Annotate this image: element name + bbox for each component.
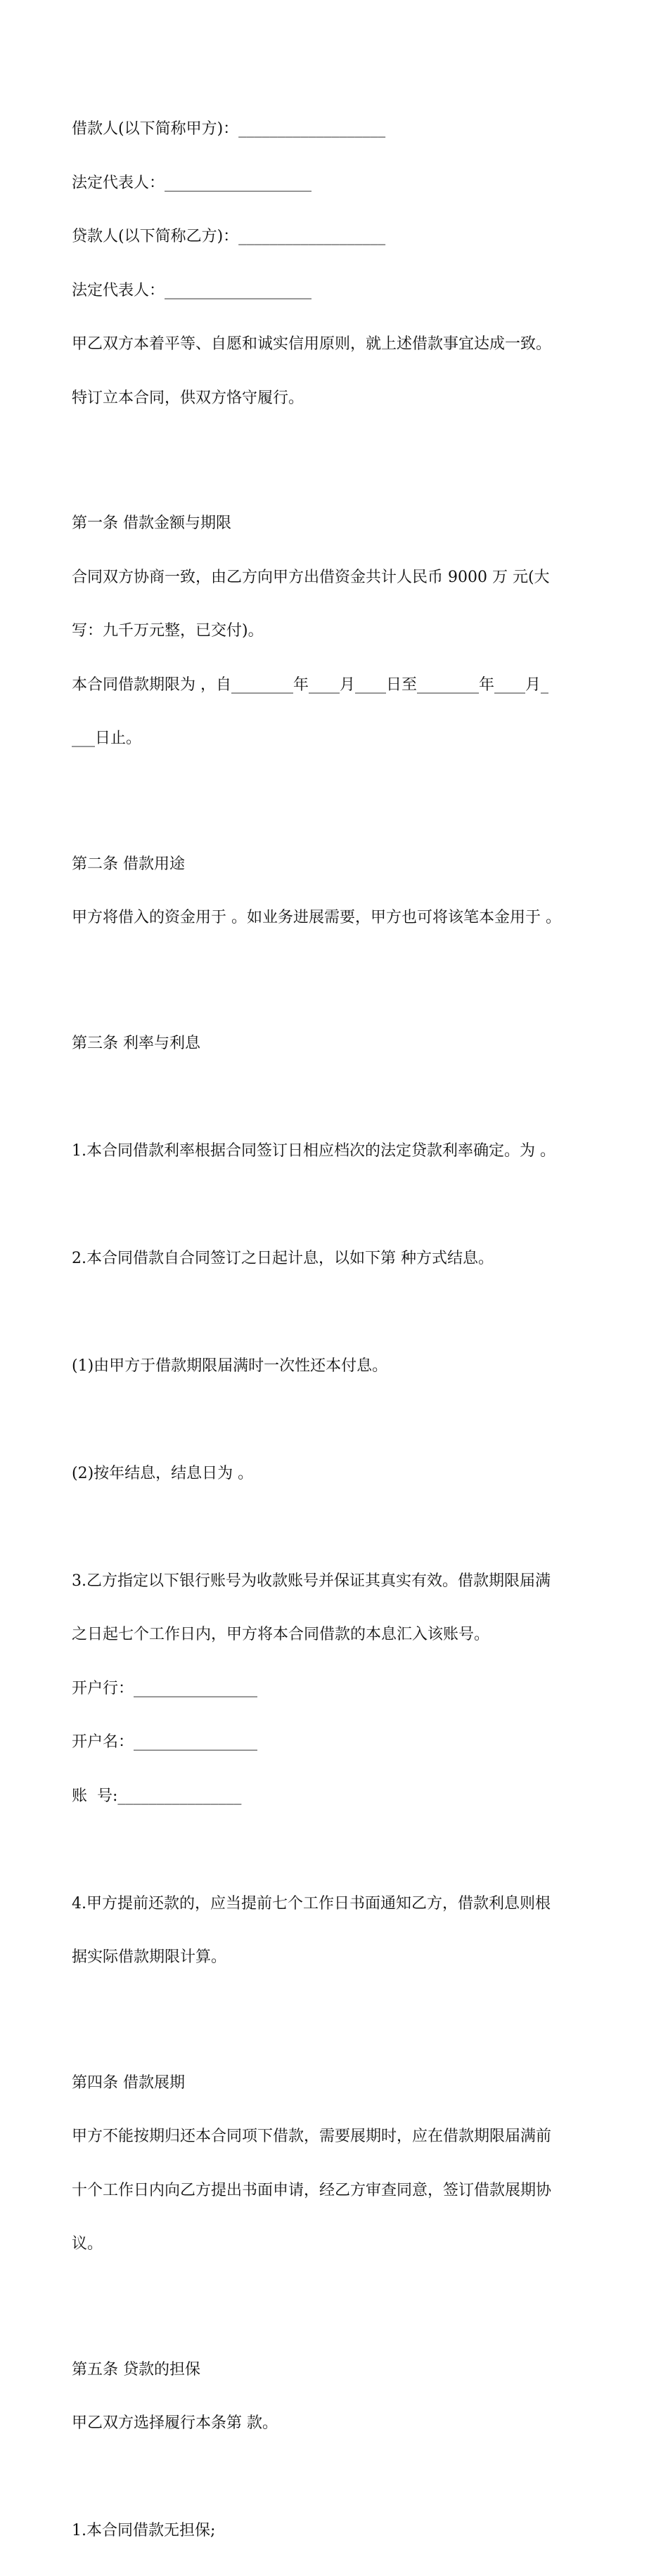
borrower-rep-line: 法定代表人：___________________ (72, 174, 312, 192)
article5-title: 第五条 贷款的担保 (72, 2360, 200, 2378)
article4-title: 第四条 借款展期 (72, 2073, 185, 2092)
article5-line-1: 甲乙双方选择履行本条第 款。 (72, 2414, 278, 2432)
article3-item-3-line-2: 之日起七个工作日内，甲方将本合同借款的本息汇入该账号。 (72, 1626, 490, 1643)
article3-item-2a: (1)由甲方于借款期限届满时一次性还本付息。 (72, 1357, 388, 1375)
article2-title: 第二条 借款用途 (72, 855, 185, 873)
spacer (72, 1196, 606, 1214)
article3-item-4-line-1: 4.甲方提前还款的，应当提前七个工作日书面通知乙方，借款利息则根 (72, 1894, 551, 1912)
article3-title: 第三条 利率与利息 (72, 1034, 200, 1052)
spacer (72, 1088, 606, 1106)
article1-line-3: 本合同借款期限为 ，自________年____月____日至________年____月_ (72, 675, 548, 694)
article4-line-2: 十个工作日内向乙方提出书面申请，经乙方审查同意，签订借款展期协 (72, 2181, 552, 2199)
spacer (72, 1841, 606, 1859)
preamble-line-2: 特订立本合同，供双方恪守履行。 (72, 389, 304, 407)
article1-line-2: 写：九千万元整，已交付)。 (72, 622, 264, 640)
article3-item-2b: (2)按年结息，结息日为 。 (72, 1464, 254, 1482)
article4-line-3: 议。 (72, 2235, 103, 2253)
borrower-line: 借款人(以下简称甲方)：___________________ (72, 120, 386, 138)
article1-line-4: ___日止。 (72, 730, 142, 747)
article1-line-1: 合同双方协商一致，由乙方向甲方出借资金共计人民币 9000 万 元(大 (72, 568, 550, 586)
lender-line: 贷款人(以下简称乙方)：___________________ (72, 228, 386, 245)
spacer (72, 2468, 606, 2487)
article5-item-1: 1.本合同借款无担保; (72, 2522, 216, 2539)
spacer (72, 443, 606, 461)
account-number-line: 账 号:________________ (72, 1787, 242, 1805)
bank-line: 开户行：________________ (72, 1679, 258, 1697)
article1-title: 第一条 借款金额与期限 (72, 514, 231, 532)
article3-item-4-line-2: 据实际借款期限计算。 (72, 1948, 227, 1966)
lender-rep-line: 法定代表人：___________________ (72, 281, 312, 299)
article3-item-1: 1.本合同借款利率根据合同签订日相应档次的法定贷款利率确定。为 。 (72, 1141, 555, 1160)
spacer (72, 1303, 606, 1321)
article2-line-1: 甲方将借入的资金用于 。如业务进展需要，甲方也可将该笔本金用于 。 (72, 909, 561, 926)
article3-item-3-line-1: 3.乙方指定以下银行账号为收款账号并保证其真实有效。借款期限届满 (72, 1572, 551, 1590)
spacer (72, 1411, 606, 1429)
preamble-line-1: 甲乙双方本着平等、自愿和诚实信用原则，就上述借款事宜达成一致。 (72, 335, 552, 353)
spacer (72, 784, 606, 802)
article4-line-1: 甲方不能按期归还本合同项下借款，需要展期时，应在借款期限届满前 (72, 2128, 552, 2145)
spacer (72, 1518, 606, 1536)
contract-body (72, 84, 606, 2576)
account-name-line: 开户名：________________ (72, 1733, 258, 1751)
spacer (72, 963, 606, 981)
spacer (72, 2289, 606, 2308)
spacer (72, 2002, 606, 2021)
article3-item-2: 2.本合同借款自合同签订之日起计息，以如下第 种方式结息。 (72, 1249, 494, 1267)
